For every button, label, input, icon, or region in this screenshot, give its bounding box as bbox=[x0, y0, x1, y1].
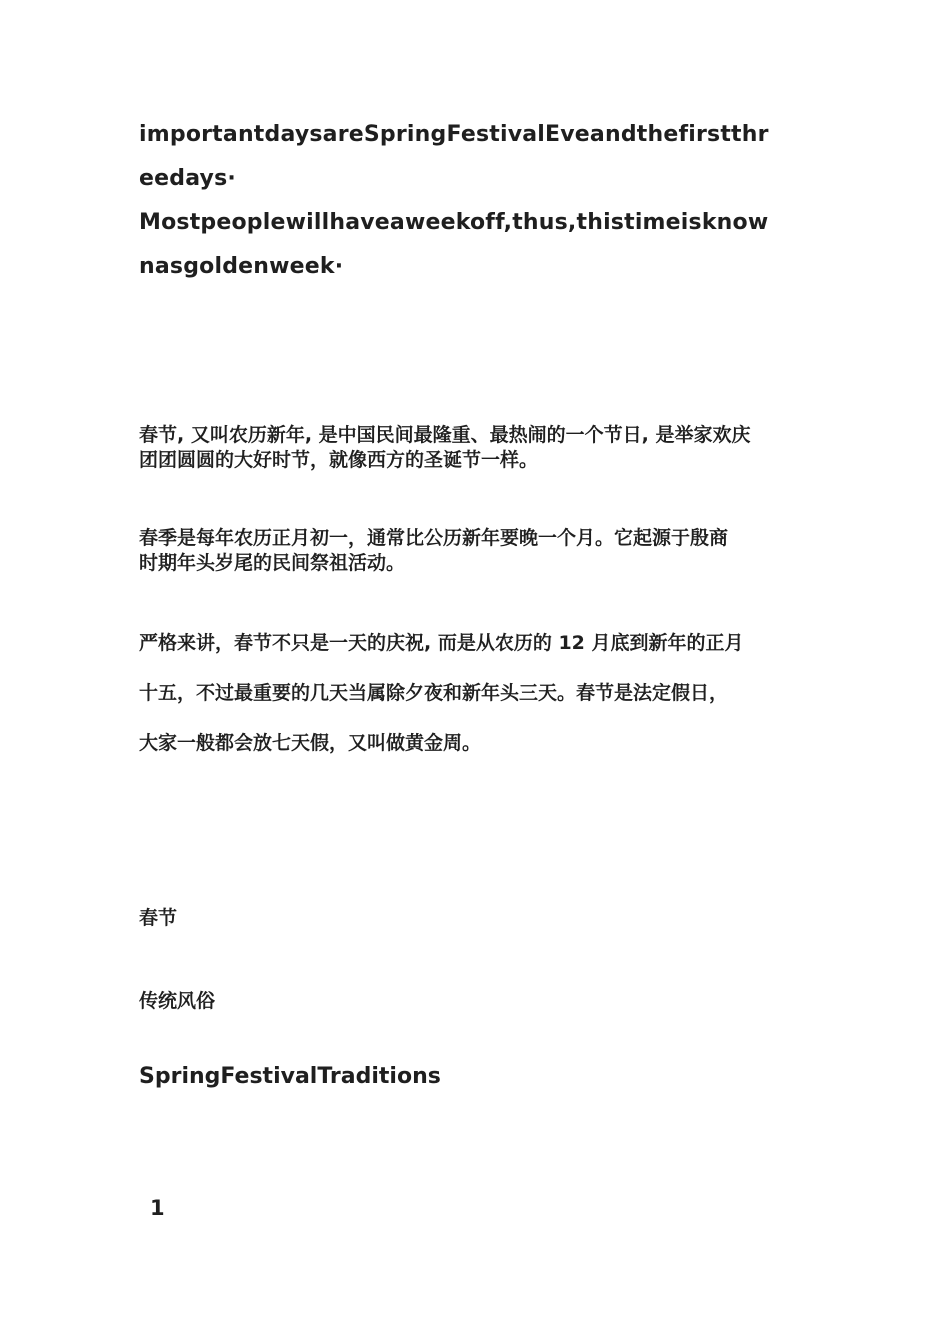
chinese-paragraph-line: 团团圆圆的大好时节，就像西方的圣诞节一样。 bbox=[139, 449, 539, 471]
chinese-paragraph-line: 春季是每年农历正月初一，通常比公历新年要晚一个月。它起源于殷商 bbox=[139, 527, 729, 549]
page-number: 1 bbox=[150, 1196, 165, 1220]
english-paragraph-line: eedays· bbox=[139, 166, 236, 191]
english-paragraph-line: nasgoldenweek· bbox=[139, 254, 344, 279]
section-heading-en: SpringFestivalTraditions bbox=[139, 1064, 441, 1089]
chinese-paragraph-line: 严格来讲，春节不只是一天的庆祝, 而是从农历的 12 月底到新年的正月 bbox=[139, 632, 744, 654]
section-heading-zh-subtitle: 传统风俗 bbox=[139, 990, 216, 1012]
chinese-paragraph-line: 十五，不过最重要的几天当属除夕夜和新年头三天。春节是法定假日， bbox=[139, 682, 729, 704]
chinese-paragraph-line: 春节, 又叫农历新年, 是中国民间最隆重、最热闹的一个节日, 是举家欢庆 bbox=[139, 424, 751, 446]
english-paragraph-line: Mostpeoplewillhaveaweekoff,thus,thistimeisknow bbox=[139, 210, 769, 235]
chinese-paragraph-line: 时期年头岁尾的民间祭祖活动。 bbox=[139, 552, 406, 574]
section-heading-zh: 春节 bbox=[139, 907, 178, 929]
chinese-paragraph-line: 大家一般都会放七天假，又叫做黄金周。 bbox=[139, 732, 482, 754]
english-paragraph-line: importantdaysareSpringFestivalEveandthefirstthr bbox=[139, 122, 769, 147]
